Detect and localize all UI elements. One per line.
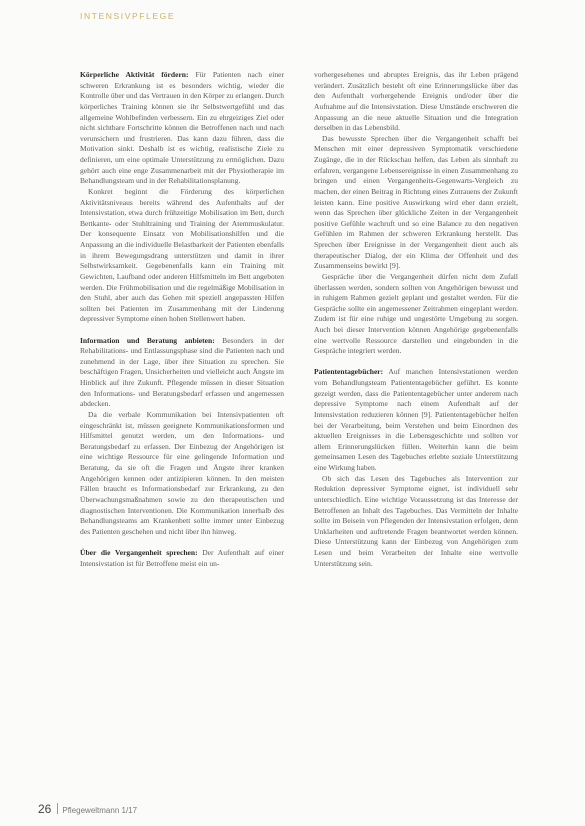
paragraph bbox=[314, 272, 518, 357]
paragraph-text: Der Aufenthalt auf einer Intensivstation ist für Betroffene meist ein un- bbox=[80, 548, 284, 568]
paragraph bbox=[80, 187, 284, 325]
paragraph bbox=[314, 70, 518, 134]
left-column bbox=[80, 70, 284, 569]
paragraph-heading: Körperliche Aktivität fördern: bbox=[80, 70, 189, 79]
paragraph-text: Da die verbale Kommunikation bei Intensivpatienten oft eingeschränkt ist, müssen geeignete Kommunikationsformen und Hilfsmittel genutzt werden, um den Informations- und Beratungsbedarf zu erfassen. Der Einbezug der Angehörigen ist eine wichtige Ressource für eine gelingende Information und Beratung, da sie oft die Fragen und Ängste ihrer kranken Angehörigen kennen oder antizipieren können. In den meisten Fällen braucht es Informationsbedarf zur Erkrankung, zu den Überwachungsmaßnahmen sowie zu den therapeutischen und diagnostischen Interventionen. Die Kommunikation innerhalb des Behandlungsteams am Krankenbett sollte immer unter Einbezug des Patienten geschehen und nicht über ihn hinweg. bbox=[80, 409, 284, 536]
paragraph bbox=[314, 474, 518, 570]
paragraph-text: Für Patienten nach einer schweren Erkrankung ist es besonders wichtig, wieder die Kontrolle über und das Vertrauen in den Körper zu erlangen. Durch körperliches Training können sie ihr Selbstwertgefühl und das allgemeine Wohlbefinden verbessern. Ein zu ehrgeiziges Ziel oder nicht sichtbare Fortschritte können die Betroffenen nach und nach verunsichern und frustrieren. Das kann dazu führen, dass die Motivation sinkt. Deshalb ist es wichtig, realistische Ziele zu definieren, um eine optimale Unterstützung zu ermöglichen. Dazu gehört auch eine enge Zusammenarbeit mit der Physiotherapie im Behandlungsteam und in der Rehabilitationsplanung. bbox=[80, 70, 285, 186]
paragraph-heading: Patiententagebücher: bbox=[314, 367, 384, 377]
paragraph bbox=[80, 410, 284, 538]
paragraph-heading: Information und Beratung anbieten: bbox=[80, 335, 215, 345]
paragraph bbox=[80, 336, 284, 410]
section-header: INTENSIVPFLEGE bbox=[80, 11, 176, 21]
paragraph-text: Gespräche über die Vergangenheit dürfen nicht dem Zufall überlassen werden, sondern sollten von Angehörigen bewusst und in ruhigem Rahmen gezielt geplant und gestaltet werden. Für die Gespräche sollte ein angemessener Zeitrahmen eingeplant werden. Zudem ist für eine ruhige und ungestörte Umgebung zu sorgen. Auch bei dieser Intervention können Angehörige gegebenenfalls eine wertvolle Ressource darstellen und eingebunden in die Gespräche integriert werden. bbox=[314, 271, 518, 356]
right-column bbox=[314, 70, 518, 569]
journal-name: Pflegeweltmann 1/17 bbox=[62, 806, 138, 815]
page-footer bbox=[38, 802, 137, 816]
paragraph-text: vorhergesehenes und abruptes Ereignis, das ihr Leben prägend verändert. Zusätzlich besteht oft eine Erinnerungslücke über das den Aufenthalt vorhergehende Ereignis und/oder über die Aufnahme auf die Intensivstation. Diese Umstände erschweren die Anpassung an die neue aktuelle Situation und die Integration derselben in das Lebensbild. bbox=[314, 70, 518, 133]
paragraph-text: Ob sich das Lesen des Tagebuches als Intervention zur Reduktion depressiver Symptome eignet, ist individuell sehr unterschiedlich. Eine wichtige Voraussetzung ist das Interesse der Betroffenen an Inhalt des Tagebuches. Das Vermitteln der Inhalte sollte im Beisein von Pflegenden der Intensivstation erfolgen, denn Unklarheiten und auftretende Fragen beantwortet werden können. Diese Unterstützung kann der Einbezug von Angehörigen zum Lesen und beim Verarbeiten der Inhalte eine wertvolle Unterstützung sein. bbox=[314, 473, 518, 568]
paragraph bbox=[80, 548, 284, 569]
page-number: 26 bbox=[38, 802, 52, 816]
paragraph-text: Das bewusste Sprechen über die Vergangenheit schafft bei Menschen mit einer depressiven Symptomatik verschiedene Zugänge, die in der Rückschau helfen, das Leben als sinnhaft zu erfahren, vergangene Lebensereignisse in einen Zusammenhang zu bringen und einen Vergangenheits-Gegenwarts-Vergleich zu machen, der einen Beitrag in Richtung eines Zutrauens der Zukunft leisten kann. Eine positive Auswirkung wird eher dann erzielt, wenn das Sprechen über glückliche Zeiten in der Vergangenheit positive Gefühle wachruft und so eine Balance zu den negativen Gefühlen im Rahmen der schweren Erkrankung herstellt. Das Sprechen über Ereignisse in der Vergangenheit dient auch als therapeutischer Dialog, der ein Klima der Offenheit und des Zusammenseins bewirkt [9]. bbox=[314, 133, 518, 271]
paragraph-text: Konkret beginnt die Förderung des körperlichen Aktivitätsniveaus bereits während des Aufenthalts auf der Intensivstation, etwa durch frühzeitige Mobilisation im Bett, durch Bettkante- oder Stuhltraining und Training der Atemmuskulatur. Der konsequente Einsatz von Mobilisationshilfen und die Anpassung an die individuelle Belastbarkeit der Patienten ebenfalls in ihrem Bewegungsdrang unterstützen und damit in ihrer Selbstwirksamkeit. Gegebenenfalls kann ein Training mit Gewichten, Laufband oder anderen Hilfsmitteln im Bett angeboten werden. Die Frühmobilisation und die regelmäßige Mobilisation in den Stuhl, aber auch das Gehen mit speziell angepassten Hilfen sollten bei Patienten im Zusammenhang mit der Linderung depressiver Symptome einen hohen Stellenwert haben. bbox=[80, 186, 284, 324]
paragraph-heading: Über die Vergangenheit sprechen: bbox=[80, 548, 198, 558]
paragraph bbox=[80, 70, 284, 187]
paragraph bbox=[314, 134, 518, 272]
paragraph-text: Besonders in der Rehabilitations- und Entlassungsphase sind die Patienten nach und zunehmend in der Lage, über ihre Situation zu sprechen. Sie beschäftigen Fragen, Unsicherheiten und vielleicht auch Ängste im Hinblick auf ihre Zukunft. Pflegende müssen in dieser Situation den Informations- und Beratungsbedarf erfassen und angemessen abdecken. bbox=[80, 335, 284, 409]
footer-divider bbox=[57, 803, 58, 814]
paragraph-text: Auf manchen Intensivstationen werden vom Behandlungsteam Patiententagebücher geführt. Es konnte gezeigt werden, dass die Patiententagebücher unter anderem nach depressive Symptome nach einem Aufenthalt auf der Intensivstation reduzieren können [9]. Patiententagebücher helfen bei der Verarbeitung, beim Verstehen und beim Einordnen des aktuellen Ereignisses in die Lebensgeschichte und sollten vor allem Erinnerungslücken füllen. Weiterhin kann die beim gemeinsamen Lesen des Tagebuches erlebte soziale Unterstützung eine Wirkung haben. bbox=[314, 367, 518, 473]
paragraph bbox=[314, 367, 518, 473]
